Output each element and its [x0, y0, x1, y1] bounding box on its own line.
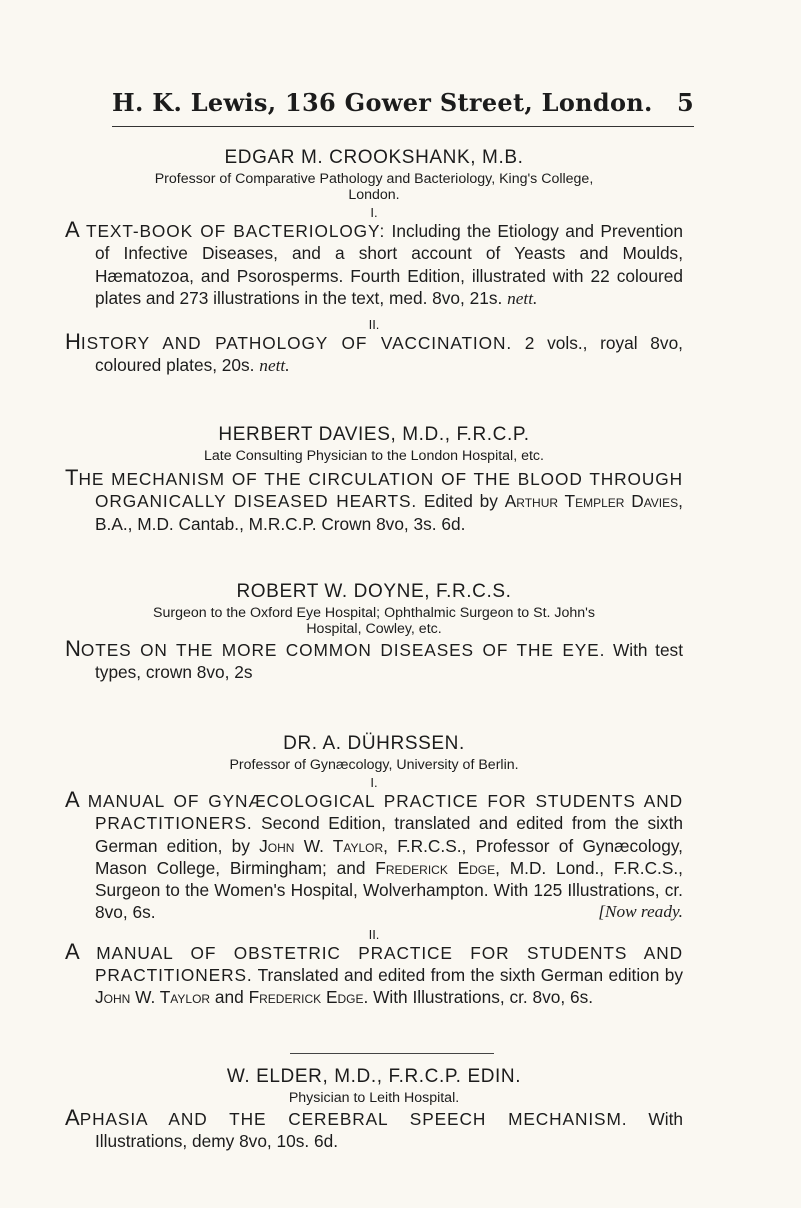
author-name: W. ELDER, M.D., F.R.C.P. EDIN. [226, 1066, 522, 1087]
book-entry-vaccination: HISTORY AND PATHOLOGY OF VACCINATION. 2 vols., royal 8vo, coloured plates, 20s. nett. [65, 329, 683, 376]
author-affiliation: Professor of Comparative Pathology and Bacteriology, King's College, London. [154, 171, 594, 203]
section-divider [290, 1053, 494, 1054]
author-name: EDGAR M. CROOKSHANK, M.B. [224, 147, 524, 168]
item-numeral: II. [368, 317, 380, 333]
status-note: [Now ready. [598, 902, 683, 922]
book-entry-obstetric: A MANUAL OF OBSTETRIC PRACTICE FOR STUDENTS AND PRACTITIONERS. Translated and edited from the sixth German edition by John W. Taylor and Frederick Edge. With Illustrations, cr. 8vo, 6s. [65, 938, 683, 1008]
author-name: ROBERT W. DOYNE, F.R.C.S. [236, 581, 512, 602]
book-entry-eye: NOTES ON THE MORE COMMON DISEASES OF THE EYE. With test types, crown 8vo, 2s [65, 636, 684, 683]
author-affiliation: Late Consulting Physician to the London Hospital, etc. [204, 448, 544, 464]
author-affiliation: Professor of Gynæcology, University of Berlin. [229, 757, 519, 773]
running-title: H. K. Lewis, 136 Gower Street, London. [112, 88, 653, 117]
author-affiliation: Surgeon to the Oxford Eye Hospital; Ophthalmic Surgeon to St. John's Hospital, Cowley, etc. [153, 605, 595, 637]
section-elder [65, 1066, 683, 1153]
book-entry-circulation: THE MECHANISM OF THE CIRCULATION OF THE BLOOD THROUGH ORGANICALLY DISEASED HEARTS. Edited by Arthur Templer Davies, B.A., M.D. Cantab., M.R.C.P. Crown 8vo, 3s. 6d. [65, 465, 683, 534]
author-name: DR. A. DÜHRSSEN. [283, 733, 465, 754]
section-crookshank [65, 147, 683, 378]
book-entry-gynaecology: A MANUAL OF GYNÆCOLOGICAL PRACTICE FOR STUDENTS AND PRACTITIONERS. Second Edition, translated and edited from the sixth German edition, by John W. Taylor, F.R.C.S., Professor of Gynæcology, Mason College, Birmingham; and Frederick Edge, M.D. Lond., F.R.C.S., Surgeon to the Women's Hospital, Wolverhampton. With 125 Illustrations, cr. 8vo, 6s. [Now ready. [65, 787, 683, 923]
item-numeral: II. [368, 926, 380, 942]
author-name: HERBERT DAVIES, M.D., F.R.C.P. [218, 424, 530, 445]
author-affiliation: Physician to Leith Hospital. [288, 1090, 460, 1106]
section-doyne [65, 581, 683, 684]
item-numeral: I. [370, 205, 378, 220]
section-davies [65, 424, 683, 535]
page-number: 5 [677, 88, 694, 117]
item-numeral: I. [370, 775, 378, 790]
book-entry-aphasia: APHASIA AND THE CEREBRAL SPEECH MECHANISM. With Illustrations, demy 8vo, 10s. 6d. [65, 1105, 683, 1152]
running-head [112, 88, 694, 117]
header-rule [112, 126, 694, 127]
section-duhrssen [65, 733, 683, 1009]
book-entry-bacteriology: A TEXT-BOOK OF BACTERIOLOGY: Including the Etiology and Prevention of Infective Diseases, and a short account of Yeasts and Moulds, Hæmatozoa, and Psorosperms. Fourth Edition, illustrated with 22 coloured plates and 273 illustrations in the text, med. 8vo, 21s. nett. [65, 217, 683, 308]
